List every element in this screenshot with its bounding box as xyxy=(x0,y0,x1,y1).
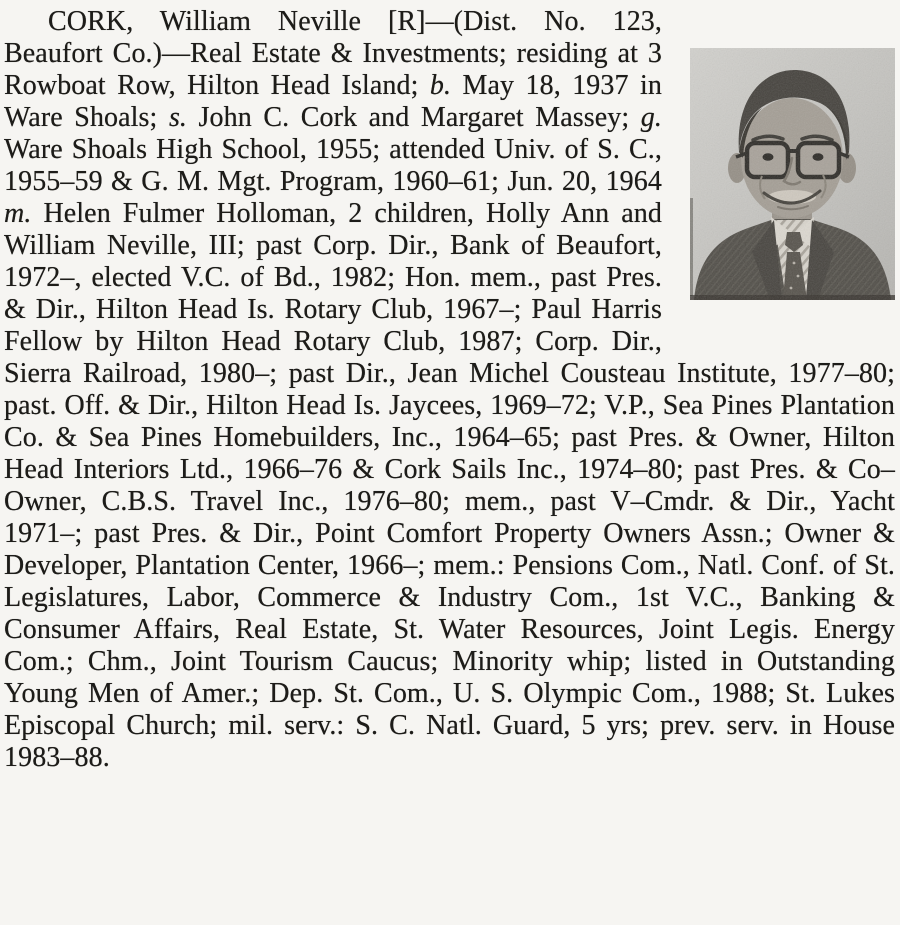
bio-segment: Ware Shoals High School, 1955; attended Univ. of S. C., 1955–59 & G. M. Mgt. Program, 1960–61; Jun. 20, 1964 xyxy=(4,134,662,197)
bio-segment: m. xyxy=(4,198,32,229)
portrait-image xyxy=(690,48,895,300)
bio-segment: s. xyxy=(168,102,188,133)
portrait-photo xyxy=(690,48,895,300)
bio-segment: CORK, William Neville [R]—(Dist. No. 123, Beaufort Co.)—Real Estate & Investments; residing at 3 Rowboat Row, Hilton Head Island; xyxy=(4,6,662,101)
bio-segment: Helen Fulmer Holloman, 2 children, Holly Ann and William Neville, III; past Corp. Dir., Bank of Beaufort, 1972–, elected V.C. of Bd., 1982; Hon. mem., past Pres. & Dir., Hilton Head Is. Rotary Club, 1967–; Paul Harris Fellow by Hilton Head Rotary Club, 1987; Corp. Dir., Sierra Railroad, 1980–; past Dir., Jean Michel Cousteau Institute, 1977–80; past. Off. & Dir., Hilton Head Is. Jaycees, 1969–72; V.P., Sea Pines Plantation Co. & Sea Pines Homebuilders, Inc., 1964–65; past Pres. & Owner, Hilton Head Interiors Ltd., 1966–76 & Cork Sails Inc., 1974–80; past Pres. & Co–Owner, C.B.S. Travel Inc., 1976–80; mem., past V–Cmdr. & Dir., Yacht 1971–; past Pres. & Dir., Point Comfort Property Owners Assn.; Owner & Developer, Plantation Center, 1966–; mem.: Pensions Com., Natl. Conf. of St. Legislatures, Labor, Commerce & Industry Com., 1st V.C., Banking & Consumer Affairs, Real Estate, St. Water Resources, Joint Legis. Energy Com.; Chm., Joint Tourism Caucus; Minority whip; listed in Outstanding Young Men of Amer.; Dep. St. Com., U. S. Olympic Com., 1988; St. Lukes Episcopal Church; mil. serv.: S. C. Natl. Guard, 5 yrs; prev. serv. in House 1983–88. xyxy=(4,198,895,773)
bio-segment: May 18, 1937 in Ware Shoals; xyxy=(4,70,662,133)
bio-segment: b. xyxy=(429,70,452,101)
bio-segment: g. xyxy=(640,102,662,133)
bio-segment: John C. Cork and Margaret Massey; xyxy=(187,102,641,133)
